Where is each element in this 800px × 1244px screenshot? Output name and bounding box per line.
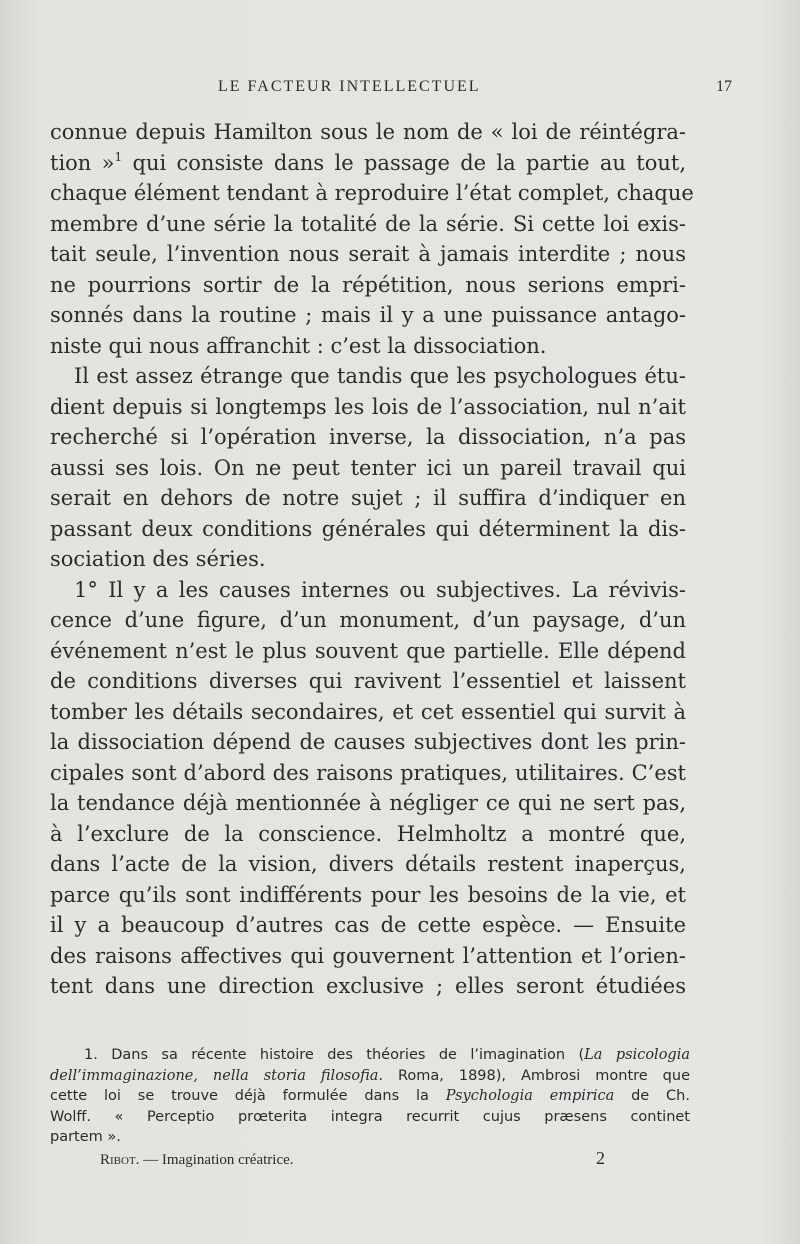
text-line: de conditions diverses qui ravivent l’essentiel et laissent [50,669,686,693]
text-line: tomber les détails secondaires, et cet essentiel qui survit à [50,699,686,724]
footnote-text: 1. Dans sa récente histoire des théories de l’imagination ( [84,1047,585,1063]
text-line: connue depuis Hamilton sous le nom de « loi de réintégra- [50,120,686,144]
footnote-italic: dell’immaginazione, nella storia filosofia. [50,1067,384,1084]
footnote-text: Roma, 1898), Ambrosi montre que [383,1067,690,1084]
text-line: tait seule, l’invention nous serait à jamais interdite ; nous [50,242,686,266]
sheet-number: 2 [596,1148,605,1168]
footnote-text: cette loi se trouve déjà formulée dans la [50,1088,446,1104]
text-line: dans l’acte de la vision, divers détails restent inaperçus, [50,852,686,876]
text-line: la tendance déjà mentionnée à négliger ce qui ne sert pas, [50,791,686,815]
text-line: aussi ses lois. On ne peut tenter ici un pareil travail qui [50,455,686,480]
text-line: recherché si l’opération inverse, la dissociation, n’a pas [50,425,686,449]
text-line: tent dans une direction exclusive ; elles seront étudiées [50,974,686,998]
text-line: événement n’est le plus souvent que partielle. Elle dépend [50,638,686,663]
text-line: des raisons affectives qui gouvernent l’attention et l’orien- [50,943,686,968]
footnote-line [50,1086,690,1107]
line-prefix: tion » [50,150,115,175]
signature-text [100,1152,294,1169]
footnote [50,1045,690,1148]
footnote-italic: Psychologia empirica [445,1088,615,1104]
text-line: niste qui nous affranchit : c’est la dissociation. [50,333,547,358]
text-line: cence d’une figure, d’un monument, d’un paysage, d’un [50,608,686,632]
signature-author: Ribot. [100,1152,140,1168]
signature-title: — Imagination créatrice. [139,1152,294,1168]
text-line: chaque élément tendant à reproduire l’état complet, chaque [50,181,694,205]
footnote-text: de Ch. [614,1088,690,1104]
text-line: Il est assez étrange que tandis que les psychologues étu- [74,364,686,388]
running-title: LE FACTEUR INTELLECTUEL [218,78,481,95]
text-line: ne pourrions sortir de la répétition, nous serions empri- [50,272,686,297]
text-line: parce qu’ils sont indifférents pour les besoins de la vie, et [50,882,686,907]
text-line: cipales sont d’abord des raisons pratiques, utilitaires. C’est [50,760,686,785]
text-line [50,148,686,179]
text-line: dient depuis si longtemps les lois de l’association, nul n’ait [50,394,686,419]
footnote-marker: 1 [114,149,123,164]
footnote-line [50,1045,690,1066]
text-line: serait en dehors de notre sujet ; il suffira d’indiquer en [50,486,686,510]
text-line: à l’exclure de la conscience. Helmholtz a montré que, [50,821,686,846]
running-header [50,78,732,102]
text-line: passant deux conditions générales qui déterminent la dis- [50,516,686,541]
text-line: sonnés dans la routine ; mais il y a une puissance antago- [50,303,686,327]
text-line: la dissociation dépend de causes subjectives dont les prin- [50,730,686,754]
text-line: 1° Il y a les causes internes ou subjectives. La révivis- [74,577,686,602]
line-rest: qui consiste dans le passage de la partie au tout, [132,150,686,175]
text-line: membre d’une série la totalité de la série. Si cette loi exis- [50,211,686,236]
page-number: 17 [716,78,732,95]
footnote-line [50,1066,690,1087]
footnote-italic: La psicologia [584,1047,690,1063]
footnote-line: partem ». [50,1129,121,1145]
footnote-line: Wolff. « Perceptio prœterita integra recurrit cujus præsens continet [50,1108,690,1125]
text-line: sociation des séries. [50,547,266,571]
body-text [50,117,694,1002]
text-line: il y a beaucoup d’autres cas de cette espèce. — Ensuite [50,913,686,937]
